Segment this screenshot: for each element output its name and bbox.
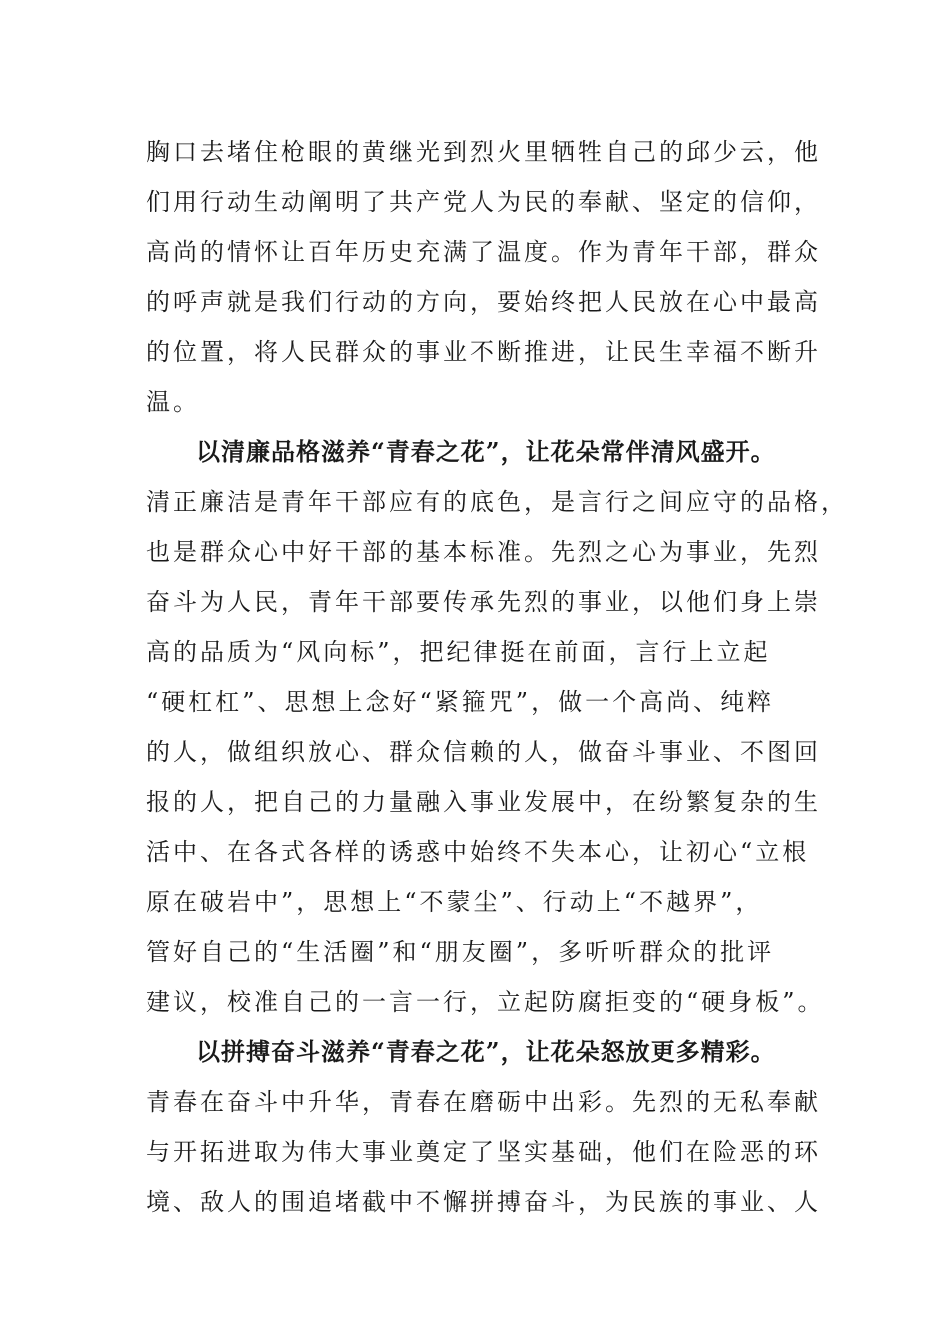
body-text-line: 原在破岩中”，思想上“不蒙尘”、行动上“不越界”，	[146, 888, 763, 916]
body-text-line: 建议，校准自己的一言一行，立起防腐拒变的“硬身板”。	[146, 988, 825, 1016]
body-text-line: 高的品质为“风向标”，把纪律挺在前面，言行上立起	[146, 638, 771, 666]
body-text-line: 们用行动生动阐明了共产党人为民的奉献、坚定的信仰，	[146, 188, 821, 216]
section-heading: 以拼搏奋斗滋养“青春之花”，让花朵怒放更多精彩。	[196, 1037, 776, 1066]
body-text-line: 胸口去堵住枪眼的黄继光到烈火里牺牲自己的邱少云，他	[146, 138, 821, 166]
body-text-line: 管好自己的“生活圈”和“朋友圈”，多听听群众的批评	[146, 938, 775, 966]
body-text-line: 的人，做组织放心、群众信赖的人，做奋斗事业、不图回	[146, 738, 821, 766]
section-heading: 以清廉品格滋养“青春之花”，让花朵常伴清风盛开。	[196, 437, 776, 466]
body-text-line: 报的人，把自己的力量融入事业发展中，在纷繁复杂的生	[146, 788, 821, 816]
body-text-line: 奋斗为人民，青年干部要传承先烈的事业，以他们身上崇	[146, 588, 821, 616]
body-text-line: “硬杠杠”、思想上念好“紧箍咒”，做一个高尚、纯粹	[146, 688, 775, 716]
body-text-line: 青春在奋斗中升华，青春在磨砺中出彩。先烈的无私奉献	[146, 1088, 821, 1116]
body-text-line: 境、敌人的围追堵截中不懈拼搏奋斗，为民族的事业、人	[146, 1188, 821, 1216]
body-text-line: 与开拓进取为伟大事业奠定了坚实基础，他们在险恶的环	[146, 1138, 821, 1166]
body-text-line: 也是群众心中好干部的基本标准。先烈之心为事业，先烈	[146, 538, 821, 566]
body-text-line: 温。	[146, 388, 200, 416]
body-text-line: 的呼声就是我们行动的方向，要始终把人民放在心中最高	[146, 288, 821, 316]
body-text-line: 的位置，将人民群众的事业不断推进，让民生幸福不断升	[146, 338, 821, 366]
body-text-line: 清正廉洁是青年干部应有的底色，是言行之间应守的品格，	[146, 488, 848, 516]
body-text-line: 高尚的情怀让百年历史充满了温度。作为青年干部，群众	[146, 238, 821, 266]
body-text-line: 活中、在各式各样的诱惑中始终不失本心，让初心“立根	[146, 838, 810, 866]
